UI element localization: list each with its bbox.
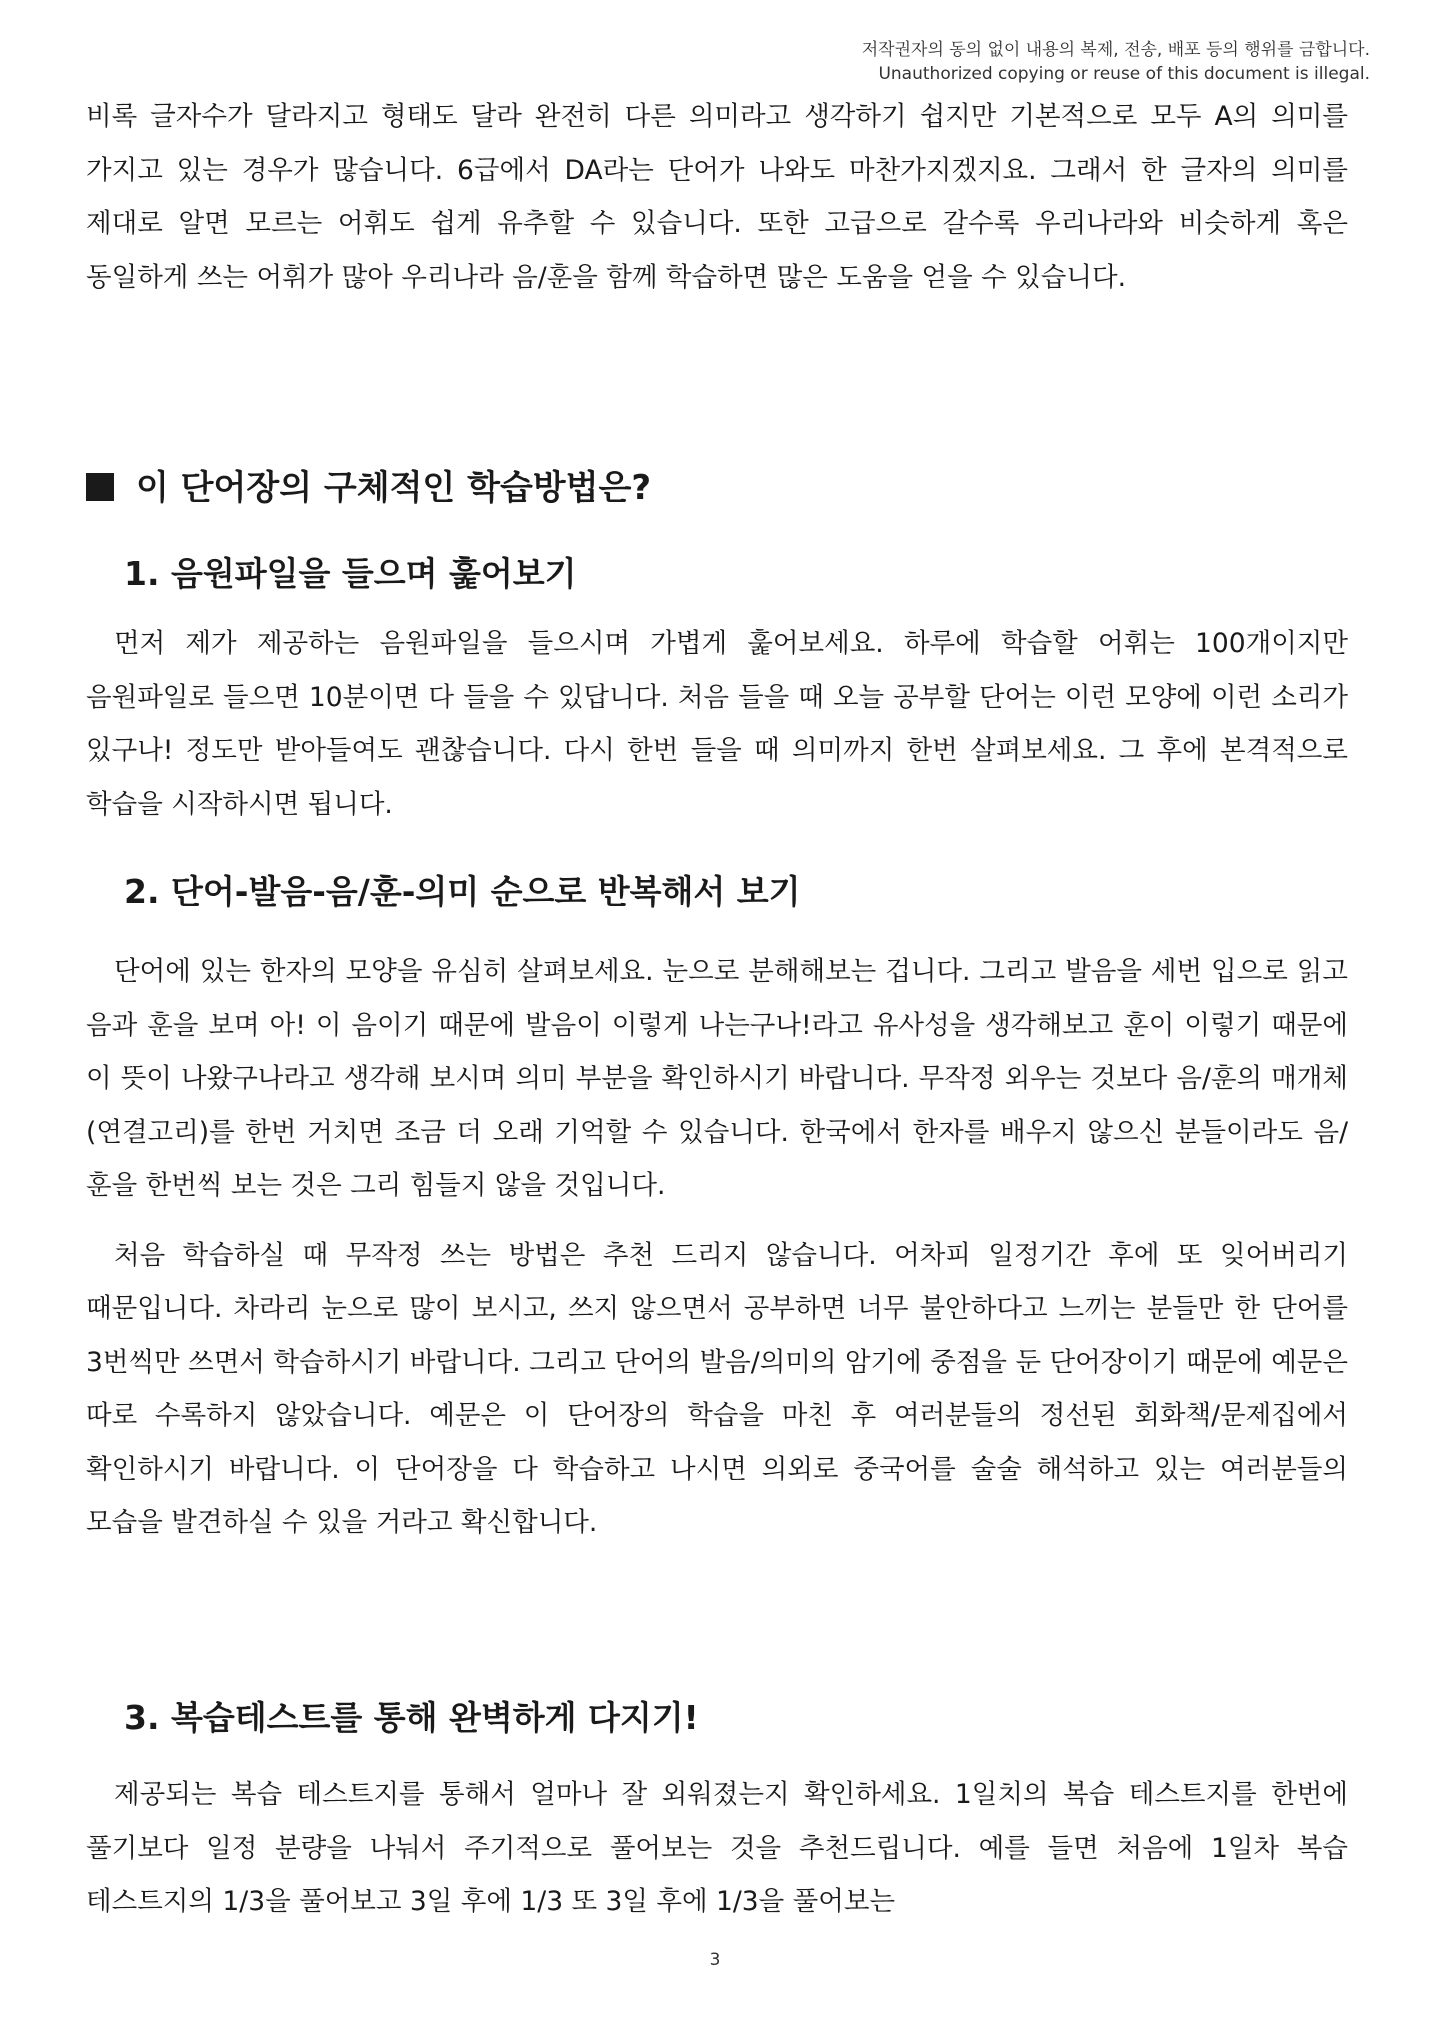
section-1-heading: 1. 음원파일을 들으며 훑어보기	[124, 554, 577, 593]
section-3-paragraph-1: 제공되는 복습 테스트지를 통해서 얼마나 잘 외워졌는지 확인하세요. 1일치의 복습 테스트지를 한번에 풀기보다 일정 분량을 나눠서 주기적으로 풀어보는 것을 추천드립니다. 예를 들면 처음에 1일차 복습 테스트지의 1/3을 풀어보고 3일 후에 1/3 또 3일 후에 1/3을 풀어보는	[86, 1779, 1348, 1917]
copyright-notice-korean: 저작권자의 동의 없이 내용의 복제, 전송, 배포 등의 행위를 금합니다.	[861, 40, 1370, 60]
copyright-notice-english: Unauthorized copying or reuse of this document is illegal.	[878, 64, 1370, 84]
section-3-body	[86, 1768, 1348, 1929]
section-2-paragraph-1: 단어에 있는 한자의 모양을 유심히 살펴보세요. 눈으로 분해해보는 겁니다. 그리고 발음을 세번 입으로 읽고 음과 훈을 보며 아! 이 음이기 때문에 발음이 이렇게 나는구나!라고 유사성을 생각해보고 훈이 이렇기 때문에 이 뜻이 나왔구나라고 생각해 보시며 의미 부분을 확인하시기 바랍니다. 무작정 외우는 것보다 음/훈의 매개체(연결고리)를 한번 거치면 조금 더 오래 기억할 수 있습니다. 한국에서 한자를 배우지 않으신 분들이라도 음/훈을 한번씩 보는 것은 그리 힘들지 않을 것입니다.	[86, 956, 1348, 1201]
page-number: 3	[709, 1950, 721, 1970]
section-2-body	[86, 945, 1348, 1550]
main-heading	[86, 458, 651, 518]
section-2-heading: 2. 단어-발음-음/훈-의미 순으로 반복해서 보기	[124, 872, 801, 911]
section-1-paragraph-1: 먼저 제가 제공하는 음원파일을 들으시며 가볍게 훑어보세요. 하루에 학습할 어휘는 100개이지만 음원파일로 들으면 10분이면 다 들을 수 있답니다. 처음 들을 때 오늘 공부할 단어는 이런 모양에 이런 소리가 있구나! 정도만 받아들여도 괜찮습니다. 다시 한번 들을 때 의미까지 한번 살펴보세요. 그 후에 본격적으로 학습을 시작하시면 됩니다.	[86, 628, 1348, 820]
section-1-body	[86, 617, 1348, 831]
copyright-notice	[862, 38, 1370, 86]
intro-section	[86, 90, 1348, 304]
section-3-heading: 3. 복습테스트를 통해 완벽하게 다지기!	[124, 1698, 699, 1737]
intro-paragraph: 비록 글자수가 달라지고 형태도 달라 완전히 다른 의미라고 생각하기 쉽지만 기본적으로 모두 A의 의미를 가지고 있는 경우가 많습니다. 6급에서 DA라는 단어가 나와도 마찬가지겠지요. 그래서 한 글자의 의미를 제대로 알면 모르는 어휘도 쉽게 유추할 수 있습니다. 또한 고급으로 갈수록 우리나라와 비슷하게 혹은 동일하게 쓰는 어휘가 많아 우리나라 음/훈을 함께 학습하면 많은 도움을 얻을 수 있습니다.	[86, 101, 1348, 293]
square-bullet-icon	[86, 473, 114, 501]
section-2-paragraph-2: 처음 학습하실 때 무작정 쓰는 방법은 추천 드리지 않습니다. 어차피 일정기간 후에 또 잊어버리기 때문입니다. 차라리 눈으로 많이 보시고, 쓰지 않으면서 공부하면 너무 불안하다고 느끼는 분들만 한 단어를 3번씩만 쓰면서 학습하시기 바랍니다. 그리고 단어의 발음/의미의 암기에 중점을 둔 단어장이기 때문에 예문은 따로 수록하지 않았습니다. 예문은 이 단어장의 학습을 마친 후 여러분들의 정선된 회화책/문제집에서 확인하시기 바랍니다. 이 단어장을 다 학습하고 나시면 의외로 중국어를 술술 해석하고 있는 여러분들의 모습을 발견하실 수 있을 거라고 확신합니다.	[86, 1239, 1348, 1538]
main-heading-text: 이 단어장의 구체적인 학습방법은?	[136, 468, 652, 508]
